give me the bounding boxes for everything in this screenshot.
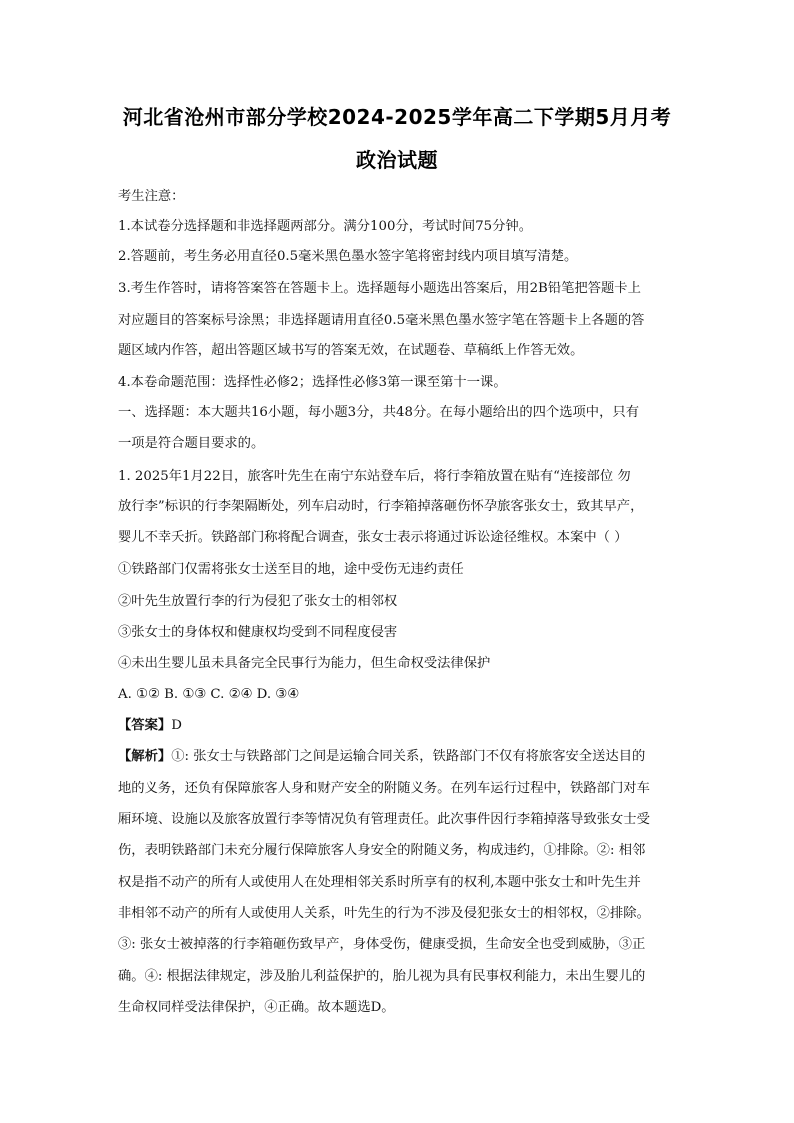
- analysis-line-6: 非相邻不动产的所有人或使用人关系，叶先生的行为不涉及侵犯张女士的相邻权，②排除。: [118, 906, 650, 921]
- exam-subject: 政治试题: [356, 148, 438, 172]
- question-stem-line-3: 婴儿不幸夭折。铁路部门称将配合调查，张女士表示将通过诉讼途径维权。本案中（ ）: [118, 530, 628, 545]
- notice-item-1: 1.本试卷分选择题和非选择题两部分。满分100分，考试时间75分钟。: [118, 219, 533, 234]
- analysis-line-1: [118, 747, 645, 767]
- question-option-4: ④未出生婴儿虽未具备完全民事行为能力，但生命权受法律保护: [118, 656, 491, 671]
- section-heading-line-2: 一项是符合题目要求的。: [118, 436, 265, 451]
- analysis-line-4: 伤，表明铁路部门未充分履行保障旅客人身安全的附随义务，构成违约，①排除。②: 相邻: [118, 843, 646, 858]
- question-option-3: ③张女士的身体权和健康权均受到不同程度侵害: [118, 625, 398, 640]
- question-stem-line-1: 1. 2025年1月22日，旅客叶先生在南宁东站登车后，将行李箱放置在贴有“连接部位 勿: [118, 469, 631, 484]
- answer-value: D: [171, 718, 182, 733]
- analysis-line-2: 地的义务，还负有保障旅客人身和财产安全的附随义务。在列车运行过程中，铁路部门对车: [118, 781, 650, 796]
- notice-item-3-line-1: 3.考生作答时，请将答案答在答题卡上。选择题每小题选出答案后，用2B铅笔把答题卡上: [118, 281, 641, 296]
- notice-item-4: 4.本卷命题范围：选择性必修2；选择性必修3第一课至第十一课。: [118, 375, 507, 390]
- question-option-2: ②叶先生放置行李的行为侵犯了张女士的相邻权: [118, 594, 398, 609]
- answer-label: 【答案】: [118, 718, 172, 733]
- analysis-line-5: 权是指不动产的所有人或使用人在处理相邻关系时所享有的权利,本题中张女士和叶先生并: [118, 875, 641, 890]
- analysis-line-7: ③: 张女士被掉落的行李箱砸伤致早产，身体受伤，健康受损，生命安全也受到威胁，③正: [118, 937, 646, 952]
- answer-line: [118, 716, 182, 736]
- notice-heading: 考生注意：: [118, 189, 185, 204]
- question-stem-line-2: 放行李”标识的行李架隔断处，列车启动时，行李箱掉落砸伤怀孕旅客张女士，致其早产，: [118, 499, 644, 514]
- section-heading-line-1: 一、选择题：本大题共16小题，每小题3分，共48分。在每小题给出的四个选项中，只有: [118, 405, 639, 420]
- notice-item-3-line-3: 题区域内作答，超出答题区域书写的答案无效，在试题卷、草稿纸上作答无效。: [118, 343, 584, 358]
- exam-title: 河北省沧州市部分学校2024-2025学年高二下学期5月月考: [122, 105, 672, 129]
- analysis-line-8: 确。④: 根据法律规定，涉及胎儿利益保护的，胎儿视为具有民事权利能力，未出生婴儿的: [118, 969, 646, 984]
- notice-item-2: 2.答题前，考生务必用直径0.5毫米黑色墨水签字笔将密封线内项目填写清楚。: [118, 249, 578, 264]
- analysis-line-3: 厢环境、设施以及旅客放置行李等情况负有管理责任。此次事件因行李箱掉落导致张女士受: [118, 812, 650, 827]
- question-option-1: ①铁路部门仅需将张女士送至目的地，途中受伤无违约责任: [118, 562, 464, 577]
- analysis-label: 【解析】: [118, 749, 172, 764]
- analysis-line-9: 生命权同样受法律保护，④正确。故本题选D。: [118, 1000, 395, 1015]
- analysis-text-1: ①: 张女士与铁路部门之间是运输合同关系，铁路部门不仅有将旅客安全送达目的: [171, 749, 646, 764]
- question-choices: A. ①② B. ①③ C. ②④ D. ③④: [118, 687, 300, 702]
- notice-item-3-line-2: 对应题目的答案标号涂黑；非选择题请用直径0.5毫米黑色墨水签字笔在答题卡上各题的答: [118, 313, 645, 328]
